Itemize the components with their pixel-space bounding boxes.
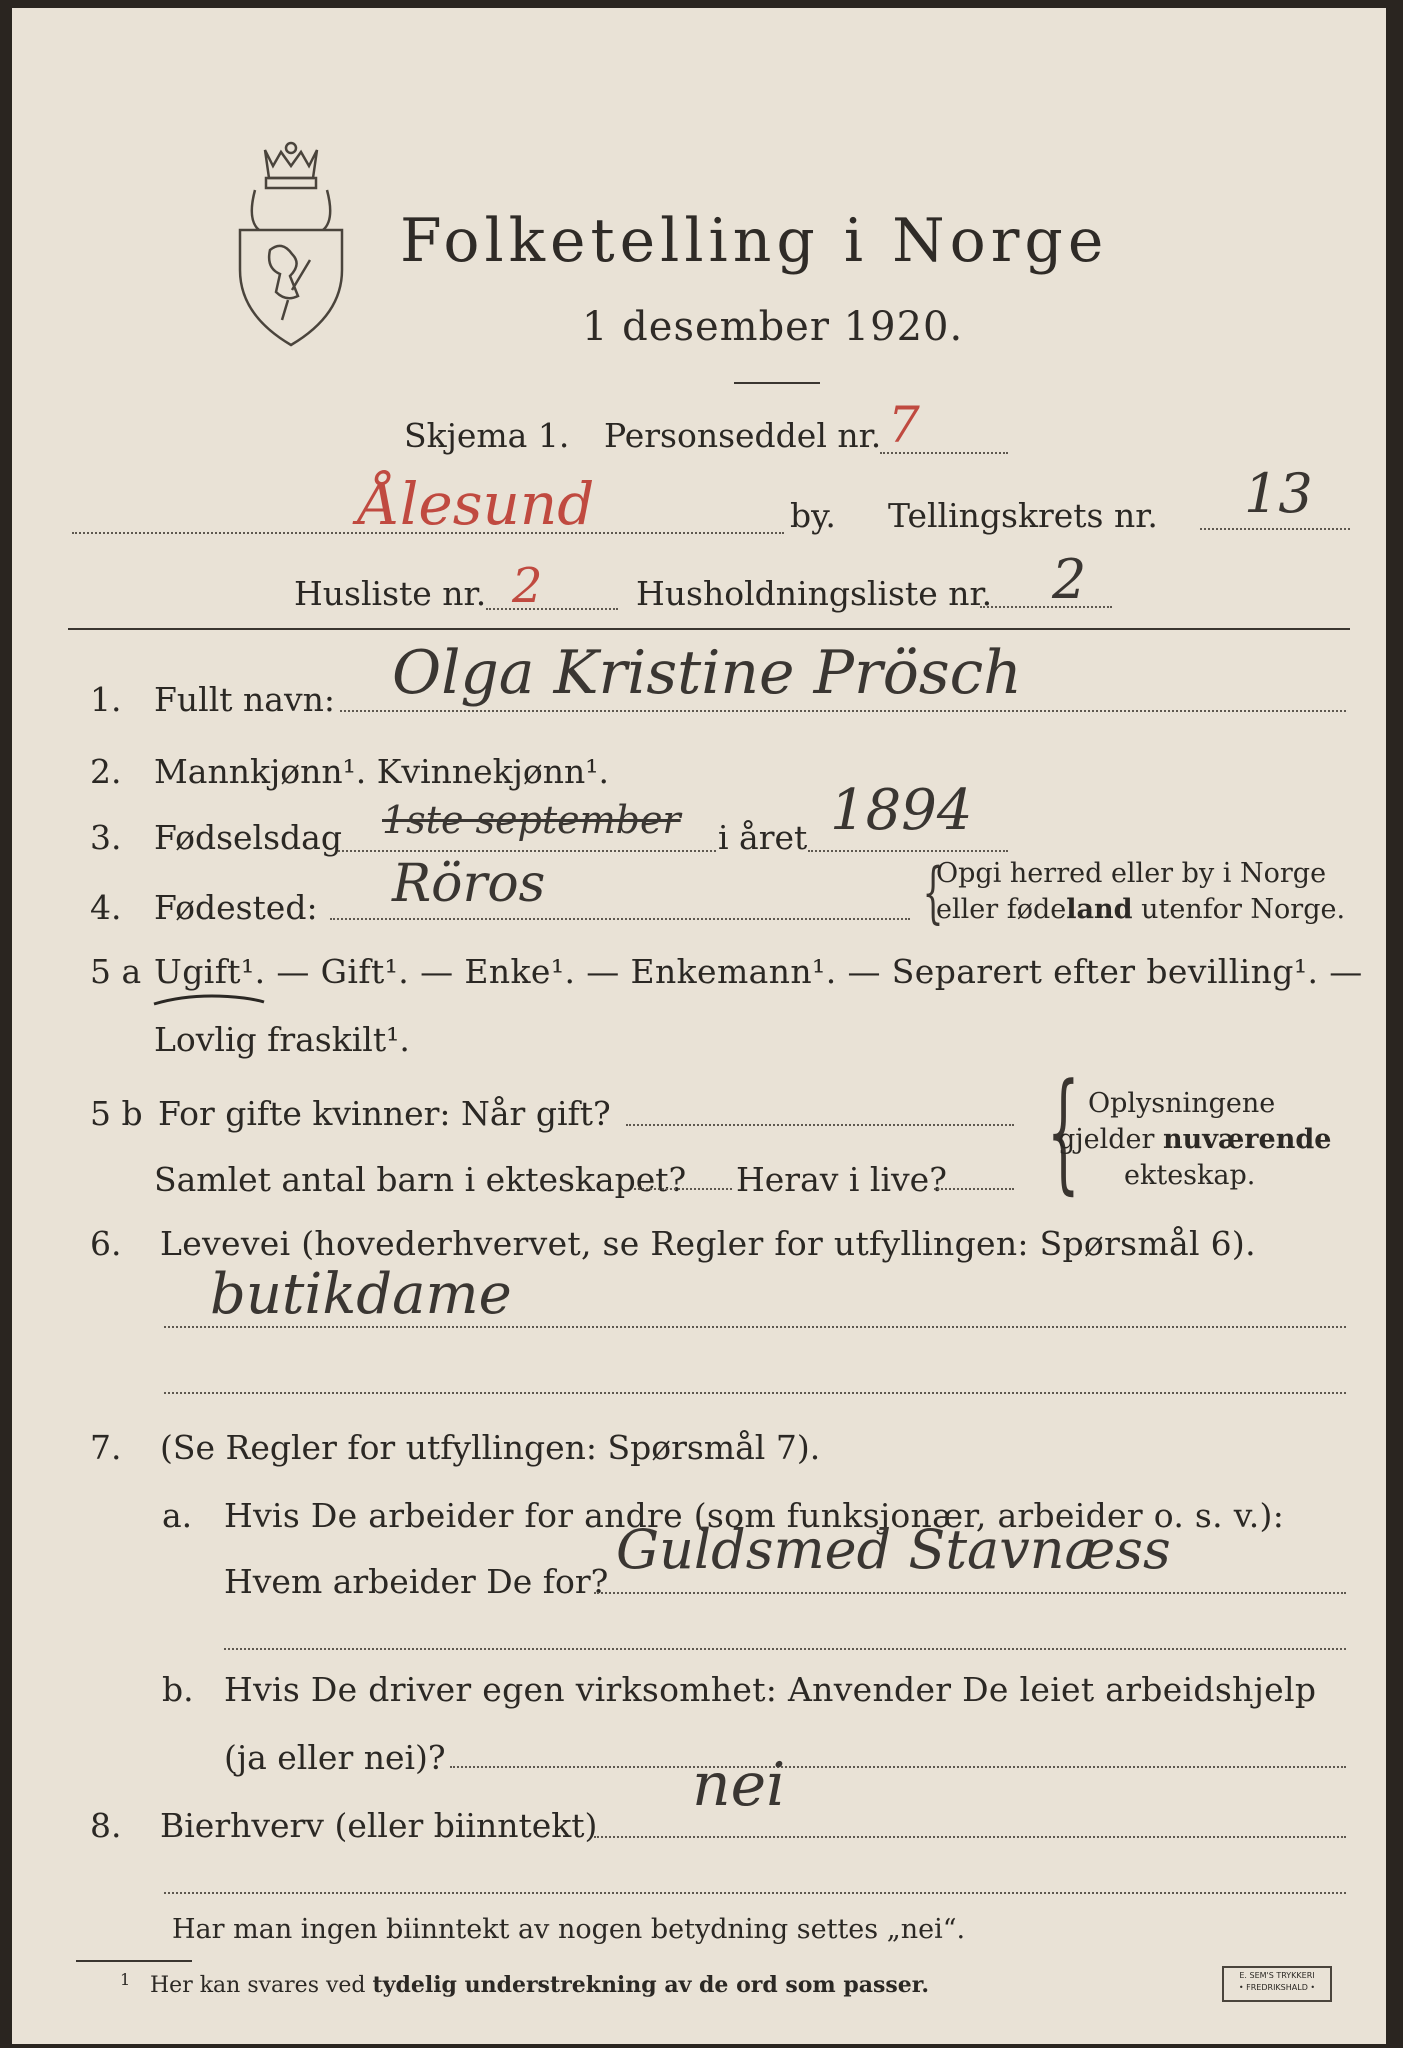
tellingskrets-label: Tellingskrets nr. [888, 496, 1158, 535]
q7b-line [450, 1766, 1346, 1768]
skjema-label: Skjema 1. [404, 416, 570, 455]
q1-label: Fullt navn: [154, 680, 335, 719]
q7-number: 7. [90, 1428, 122, 1467]
q6-number: 6. [90, 1224, 122, 1263]
q5b-note2-a: gjelder [1058, 1124, 1164, 1155]
q5b-label2: Samlet antal barn i ekteskapet? [154, 1160, 687, 1199]
q4-note-line2 [936, 894, 1345, 925]
q2-number: 2. [90, 752, 122, 791]
q5b-note-brace: { [1046, 1055, 1080, 1207]
q7a-line1: Hvis De arbeider for andre (som funksjonær, arbeider o. s. v.): [224, 1496, 1285, 1535]
q5b-alive-line [934, 1188, 1014, 1190]
q5a-line1: Ugift¹. — Gift¹. — Enke¹. — Enkemann¹. — Separert efter bevilling¹. — [154, 952, 1363, 991]
q3-year-label: i året [718, 818, 808, 857]
q5b-label3: Herav i live? [736, 1160, 947, 1199]
q3-label: Fødselsdag [154, 818, 342, 857]
q6-label: Levevei (hovederhvervet, se Regler for utfyllingen: Spørsmål 6). [160, 1224, 1256, 1263]
printer-line2: • FREDRIKSHALD • [1238, 1983, 1316, 1992]
q6-line2 [164, 1392, 1346, 1394]
q3-date-line [338, 850, 716, 852]
q7b-line1: Hvis De driver egen virksomhet: Anvender De leiet arbeidshjelp [224, 1670, 1317, 1709]
q8-value: nei [692, 1750, 786, 1820]
q5b-note2 [1058, 1124, 1331, 1155]
footnote-divider [76, 1960, 192, 1962]
title-divider [734, 382, 820, 384]
q8-number: 8. [90, 1806, 122, 1845]
footnote-text-bold: tydelig understrekning av de ord som passer. [372, 1972, 930, 1998]
q7b-letter: b. [162, 1670, 194, 1709]
q7a-line2: Hvem arbeider De for? [224, 1562, 609, 1601]
q3-number: 3. [90, 818, 122, 857]
q8-label: Bierhverv (eller biinntekt) [160, 1806, 598, 1845]
husholdningsliste-line [980, 606, 1112, 608]
husliste-line [486, 608, 618, 610]
footnote-number: 1 [120, 1970, 131, 1989]
q8-line [594, 1836, 1346, 1838]
husholdningsliste-label: Husholdningsliste nr. [636, 574, 993, 613]
by-value: Ålesund [358, 470, 595, 538]
q3-year-value: 1894 [830, 778, 973, 843]
census-date: 1 desember 1920. [582, 304, 964, 350]
q4-note-line1: Opgi herred eller by i Norge [936, 858, 1327, 889]
q5b-note1: Oplysningene [1088, 1088, 1276, 1119]
q4-note-line2-bold: land [1066, 894, 1133, 925]
q7a-letter: a. [162, 1496, 193, 1535]
husholdningsliste-value: 2 [1052, 548, 1087, 611]
q8-line-extra [164, 1892, 1346, 1894]
printer-line1: E. SEM'S TRYKKERI [1239, 1971, 1315, 1980]
q5b-married-line [626, 1124, 1014, 1126]
q6-value: butikdame [210, 1262, 512, 1327]
personseddel-label: Personseddel nr. [604, 416, 882, 455]
q5b-children-line [634, 1188, 732, 1190]
husliste-value: 2 [512, 558, 543, 614]
coat-of-arms-icon [230, 140, 352, 350]
footnote-text-a: Her kan svares ved [150, 1973, 373, 1998]
q4-line [330, 918, 910, 920]
q5b-note2-bold: nuværende [1163, 1124, 1332, 1155]
husliste-label: Husliste nr. [294, 574, 487, 613]
q5a-line2: Lovlig fraskilt¹. [154, 1020, 410, 1059]
tellingskrets-line [1200, 528, 1350, 530]
q1-value: Olga Kristine Prösch [392, 638, 1022, 708]
q7a-line-extra [224, 1648, 1346, 1650]
census-title: Folketelling i Norge [400, 206, 1109, 276]
q3-value: 1ste september [382, 798, 681, 842]
census-form-sheet [12, 8, 1386, 2044]
q1-number: 1. [90, 680, 122, 719]
q2-label: Mannkjønn¹. Kvinnekjønn¹. [154, 752, 609, 791]
q7a-value: Guldsmed Stavnæss [616, 1518, 1171, 1581]
q4-note-line2-b: utenfor Norge. [1132, 894, 1346, 925]
q4-note-line2-a: eller føde [936, 894, 1067, 925]
footnote-text [150, 1972, 929, 1998]
q4-number: 4. [90, 888, 122, 927]
q5b-note3: ekteskap. [1124, 1160, 1256, 1191]
q4-value: Röros [392, 854, 546, 914]
q7a-line [594, 1592, 1346, 1594]
q5a-number: 5 a [90, 952, 142, 991]
printer-mark [1222, 1966, 1332, 2002]
personseddel-value: 7 [888, 396, 920, 454]
header-separator [68, 628, 1350, 630]
q5b-number: 5 b [90, 1094, 143, 1133]
q1-line [340, 710, 1346, 712]
q6-line1 [164, 1326, 1346, 1328]
q5b-label1: For gifte kvinner: Når gift? [158, 1094, 611, 1133]
tellingskrets-value: 13 [1244, 462, 1313, 525]
q7b-line2: (ja eller nei)? [224, 1738, 446, 1777]
q7-label: (Se Regler for utfyllingen: Spørsmål 7). [160, 1428, 821, 1467]
q4-label: Fødested: [154, 888, 318, 927]
ugift-underline [150, 990, 270, 1010]
q3-year-line [808, 850, 1008, 852]
by-label: by. [790, 496, 836, 535]
footer-note: Har man ingen biinntekt av nogen betydning settes „nei“. [172, 1914, 966, 1945]
q4-note-brace: { [922, 854, 944, 931]
